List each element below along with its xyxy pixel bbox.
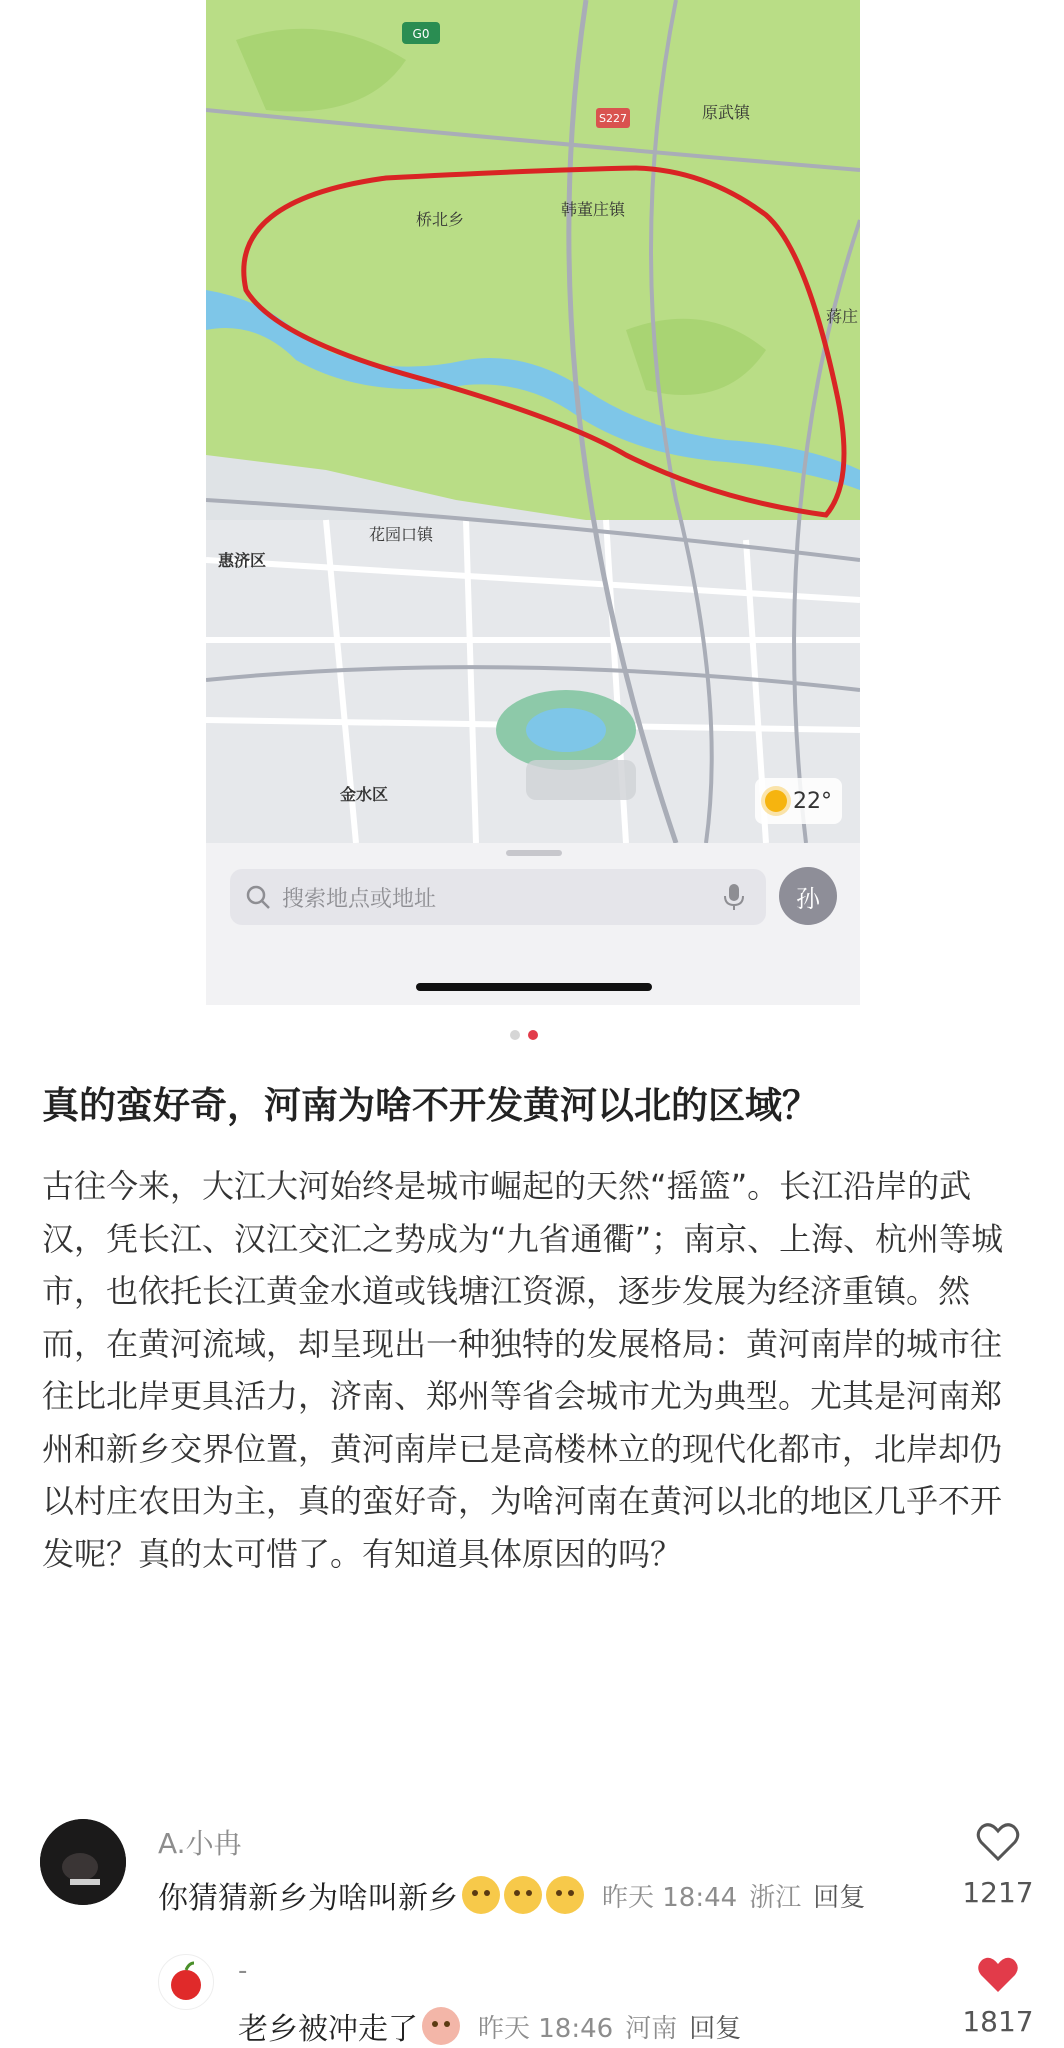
comment-text bbox=[238, 2004, 741, 2048]
like-count: 1217 bbox=[962, 1876, 1034, 1909]
post-title: 真的蛮好奇，河南为啥不开发黄河以北的区域？ bbox=[42, 1084, 819, 1127]
comment-time: 昨天 18:44 bbox=[602, 1882, 738, 1913]
place-label: 桥北乡 bbox=[416, 210, 465, 229]
commenter-avatar[interactable] bbox=[40, 1819, 126, 1905]
commenter-name[interactable]: - bbox=[238, 1956, 248, 1986]
image-pager-dots bbox=[510, 1030, 538, 1040]
profile-avatar-button[interactable]: 孙 bbox=[779, 867, 837, 925]
comment-time: 昨天 18:46 bbox=[478, 2013, 614, 2044]
doge-emoji-icon bbox=[462, 1876, 500, 1914]
reply-button[interactable]: 回复 bbox=[813, 1882, 866, 1913]
screenshot-card bbox=[206, 0, 860, 1005]
search-bar[interactable] bbox=[230, 869, 766, 925]
map-view[interactable] bbox=[206, 0, 860, 843]
search-icon bbox=[244, 883, 272, 911]
commenter-avatar[interactable] bbox=[158, 1954, 214, 2010]
comment-body: 你猜猜新乡为啥叫新乡 bbox=[158, 1881, 458, 1916]
like-count: 1817 bbox=[962, 2005, 1034, 2038]
heart-filled-icon[interactable] bbox=[976, 1955, 1020, 1995]
microphone-icon[interactable] bbox=[720, 882, 748, 912]
reply-button[interactable]: 回复 bbox=[689, 2013, 742, 2044]
place-label: 金水区 bbox=[340, 785, 389, 804]
weather-temp: 22° bbox=[793, 788, 832, 814]
baby-emoji-icon bbox=[422, 2007, 460, 2045]
search-placeholder[interactable]: 搜索地点或地址 bbox=[282, 886, 437, 912]
sun-icon bbox=[765, 790, 787, 812]
pager-dot bbox=[510, 1030, 520, 1040]
place-label: 惠济区 bbox=[218, 551, 267, 570]
pager-dot-active bbox=[528, 1030, 538, 1040]
home-indicator bbox=[416, 983, 652, 991]
doge-emoji-icon bbox=[546, 1876, 584, 1914]
comment-body: 老乡被冲走了 bbox=[238, 2012, 418, 2047]
doge-emoji-icon bbox=[504, 1876, 542, 1914]
commenter-name[interactable]: A.小冉 bbox=[158, 1827, 242, 1860]
blurred-area bbox=[526, 760, 636, 800]
place-label: 蒋庄 bbox=[826, 307, 859, 326]
place-label: 韩董庄镇 bbox=[561, 200, 626, 219]
comment-location: 浙江 bbox=[749, 1882, 802, 1913]
road-badge-label: G0 bbox=[412, 27, 430, 41]
comment-text bbox=[158, 1873, 865, 1917]
place-label: 原武镇 bbox=[702, 103, 751, 122]
weather-badge[interactable] bbox=[755, 778, 842, 824]
place-label: 花园口镇 bbox=[369, 525, 434, 544]
road-badge-label: S227 bbox=[599, 112, 627, 125]
post-body: 古往今来，大江大河始终是城市崛起的天然“摇篮”。长江沿岸的武汉，凭长江、汉江交汇之势成为“九省通衢”；南京、上海、杭州等城市，也依托长江黄金水道或钱塘江资源，逐步发展为经济重镇。然而，在黄河流域，却呈现出一种独特的发展格局：黄河南岸的城市往往比北岸更具活力，济南、郑州等省会城市尤为典型。尤其是河南郑州和新乡交界位置，黄河南岸已是高楼林立的现代化都市，北岸却仍以村庄农田为主，真的蛮好奇，为啥河南在黄河以北的地区几乎不开发呢？真的太可惜了。有知道具体原因的吗？ bbox=[42, 1167, 1004, 1573]
comment-location: 河南 bbox=[625, 2013, 678, 2044]
heart-outline-icon[interactable] bbox=[976, 1822, 1020, 1862]
sheet-grabber[interactable] bbox=[506, 850, 562, 856]
